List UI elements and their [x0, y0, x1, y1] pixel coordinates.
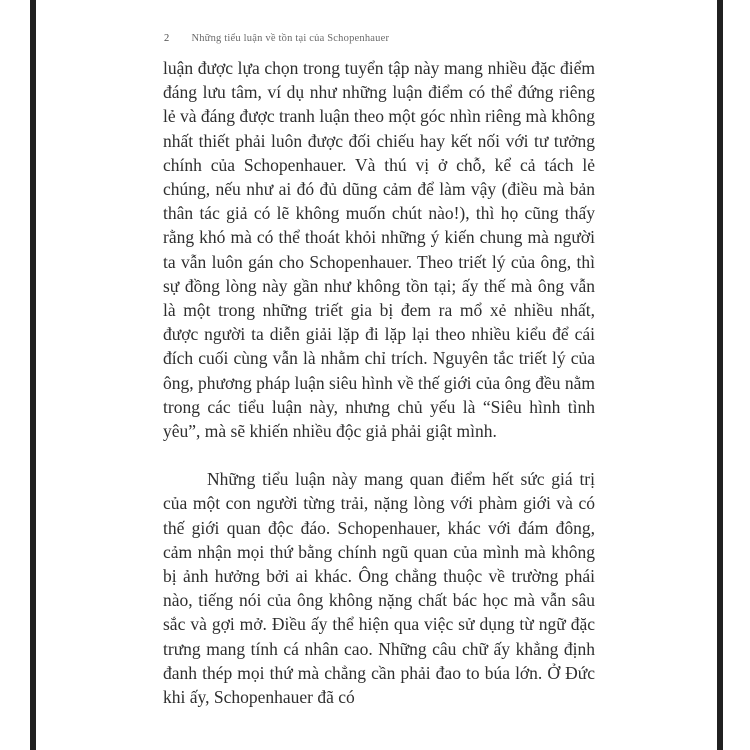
- running-title: Những tiểu luận về tồn tại của Schopenhauer: [191, 33, 390, 44]
- page-edge-right: [717, 0, 723, 750]
- page-number: 2: [164, 33, 170, 44]
- paragraph-continuation: luận được lựa chọn trong tuyển tập này mang nhiều đặc điểm đáng lưu tâm, ví dụ như những luận điểm có thể đứng riêng lẻ và đáng được tranh luận theo một góc nhìn riêng mà không nhất thiết phải luôn được đối chiếu hay kết nối với tư tưởng chính của Schopenhauer. Và thú vị ở chỗ, kể cả tách lẻ chúng, nếu như ai đó đủ dũng cảm để làm vậy (điều mà bản thân tác giả có lẽ không muốn chút nào!), thì họ cũng thấy rằng khó mà có thể thoát khỏi những ý kiến chung mà người ta vẫn luôn gán cho Schopenhauer. Theo triết lý của ông, thì sự đồng lòng này gần như không tồn tại; ấy thế mà ông vẫn là một trong những triết gia bị đem ra mổ xẻ nhiều nhất, được người ta diễn giải lặp đi lặp lại theo nhiều kiểu để cái đích cuối cùng vẫn là nhằm chỉ trích. Nguyên tắc triết lý của ông, phương pháp luận siêu hình về thế giới của ông đều nằm trong các tiểu luận này, nhưng chủ yếu là “Siêu hình tình yêu”, mà sẽ khiến nhiều độc giả phải giật mình.: [163, 58, 595, 442]
- body-text: [163, 56, 595, 709]
- paragraph: Những tiểu luận này mang quan điểm hết sức giá trị của một con người từng trải, nặng lòng với phàm giới và có thế giới quan độc đáo. Schopenhauer, khác với đám đông, cảm nhận mọi thứ bằng chính ngũ quan của mình mà không bị ảnh hưởng bởi ai khác. Ông chẳng thuộc về trường phái nào, tiếng nói của ông không nặng chất bác học mà vẫn sâu sắc và gợi mở. Điều ấy thể hiện qua việc sử dụng từ ngữ đặc trưng mang tính cá nhân cao. Những câu chữ ấy khẳng định đanh thép mọi thứ mà chẳng cần phải đao to búa lớn. Ở Đức khi ấy, Schopenhauer đã có: [163, 469, 595, 708]
- page-header: [164, 33, 594, 44]
- page-edge-left: [30, 0, 36, 750]
